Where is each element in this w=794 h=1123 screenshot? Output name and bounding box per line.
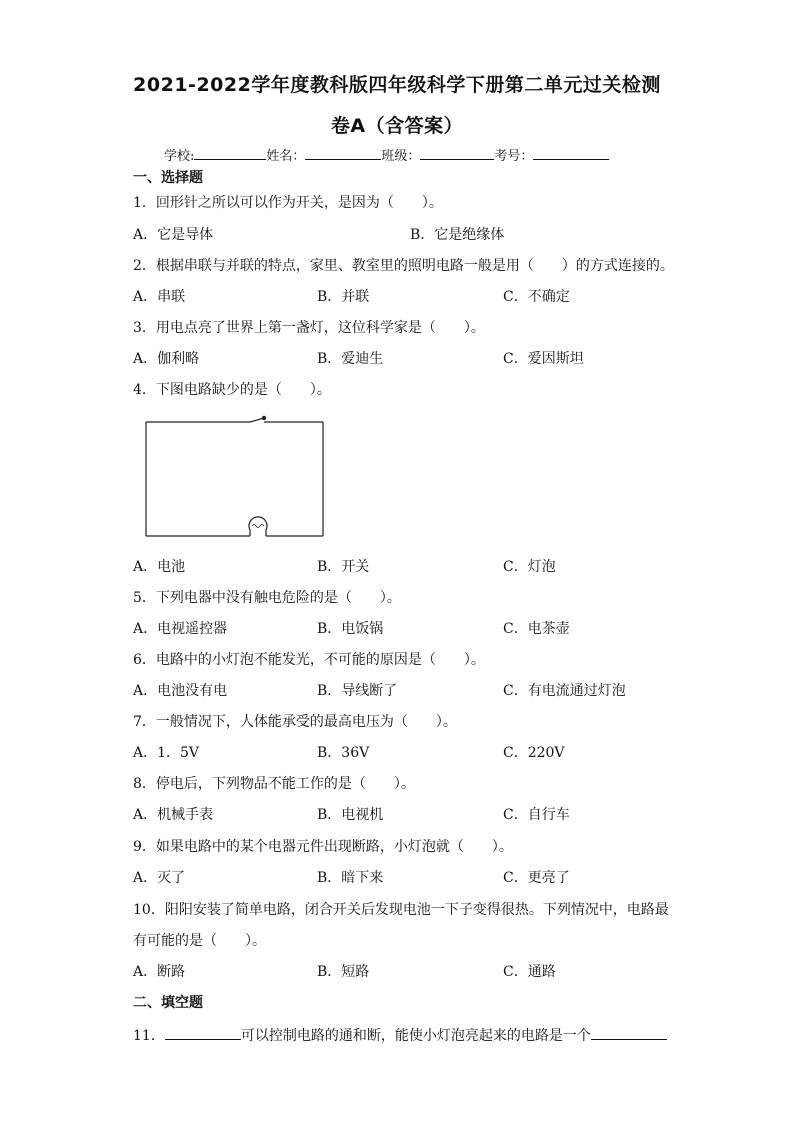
q5-option-a[interactable]: A．电视遥控器	[133, 621, 228, 637]
q6-option-c[interactable]: C．有电流通过灯泡	[503, 683, 626, 699]
q7-option-a[interactable]: A．1．5V	[133, 745, 200, 761]
question-8: 8．停电后，下列物品不能工作的是（ ）。	[133, 776, 415, 792]
question-5: 5．下列电器中没有触电危险的是（ ）。	[133, 590, 401, 606]
q10-option-b[interactable]: B．短路	[317, 964, 370, 980]
page-title-line2: 卷A（含答案）	[330, 115, 464, 137]
class-label: 班级：	[381, 149, 421, 164]
q11-number: 11．	[133, 1028, 165, 1044]
q2-option-a[interactable]: A．串联	[133, 289, 186, 305]
q1-option-a[interactable]: A．它是导体	[133, 227, 214, 243]
q9-option-c[interactable]: C．更亮了	[503, 870, 570, 886]
q4-option-b[interactable]: B．开关	[317, 559, 370, 575]
question-4: 4．下图电路缺少的是（ ）。	[133, 382, 331, 398]
q8-option-b[interactable]: B．电视机	[317, 807, 384, 823]
question-9: 9．如果电路中的某个电器元件出现断路，小灯泡就（ ）。	[133, 839, 513, 855]
q3-option-c[interactable]: C．爱因斯坦	[503, 351, 584, 367]
q2-option-c[interactable]: C．不确定	[503, 289, 570, 305]
question-7: 7．一般情况下，人体能承受的最高电压为（ ）。	[133, 714, 457, 730]
question-1: 1．回形针之所以可以作为开关，是因为（ ）。	[133, 195, 443, 211]
school-label: 学校:	[164, 149, 195, 164]
name-label: 姓名：	[266, 149, 306, 164]
class-blank[interactable]	[420, 145, 494, 160]
name-blank[interactable]	[305, 145, 381, 160]
q3-option-b[interactable]: B．爱迪生	[317, 351, 384, 367]
q6-option-a[interactable]: A．电池没有电	[133, 683, 228, 699]
q3-option-a[interactable]: A．伽利略	[133, 351, 200, 367]
q9-option-b[interactable]: B．暗下来	[317, 870, 384, 886]
exam-no-label: 考号：	[494, 149, 534, 164]
section-heading-choice: 一、选择题	[133, 170, 203, 186]
q11-text: 可以控制电路的通和断，能使小灯泡亮起来的电路是一个	[240, 1028, 591, 1044]
school-blank[interactable]	[194, 145, 266, 160]
bulb-filament	[252, 525, 264, 528]
bulb-icon	[249, 517, 267, 536]
q10-option-c[interactable]: C．通路	[503, 964, 556, 980]
question-10-line1: 10．阳阳安装了简单电路，闭合开关后发现电池一下子变得很热。下列情况中，电路最	[133, 902, 669, 918]
exam-no-blank[interactable]	[533, 145, 609, 160]
q5-option-b[interactable]: B．电饭锅	[317, 621, 384, 637]
question-10-line2: 有可能的是（ ）。	[133, 933, 266, 949]
switch-contact	[262, 416, 265, 419]
q10-option-a[interactable]: A．断路	[133, 964, 186, 980]
question-11	[133, 1025, 667, 1045]
q11-blank-2[interactable]	[591, 1025, 667, 1040]
student-info-line	[164, 145, 609, 164]
q6-option-b[interactable]: B．导线断了	[317, 683, 398, 699]
q9-option-a[interactable]: A．灭了	[133, 870, 186, 886]
q4-option-c[interactable]: C．灯泡	[503, 559, 556, 575]
q11-blank-1[interactable]	[165, 1025, 241, 1040]
q7-option-b[interactable]: B．36V	[317, 745, 370, 761]
q7-option-c[interactable]: C．220V	[503, 745, 565, 761]
q8-option-c[interactable]: C．自行车	[503, 807, 570, 823]
q4-option-a[interactable]: A．电池	[133, 559, 186, 575]
q1-option-b[interactable]: B．它是绝缘体	[410, 227, 505, 243]
q2-option-b[interactable]: B．并联	[317, 289, 370, 305]
q5-option-c[interactable]: C．电茶壶	[503, 621, 570, 637]
page-title-line1: 2021-2022学年度教科版四年级科学下册第二单元过关检测	[133, 74, 661, 96]
q8-option-a[interactable]: A．机械手表	[133, 807, 214, 823]
question-6: 6．电路中的小灯泡不能发光，不可能的原因是（ ）。	[133, 652, 485, 668]
circuit-diagram	[140, 412, 330, 540]
section-heading-fill: 二、填空题	[133, 995, 203, 1011]
question-2: 2．根据串联与并联的特点，家里、教室里的照明电路一般是用（ ）的方式连接的。	[133, 258, 674, 274]
question-3: 3．用电点亮了世界上第一盏灯，这位科学家是（ ）。	[133, 320, 485, 336]
